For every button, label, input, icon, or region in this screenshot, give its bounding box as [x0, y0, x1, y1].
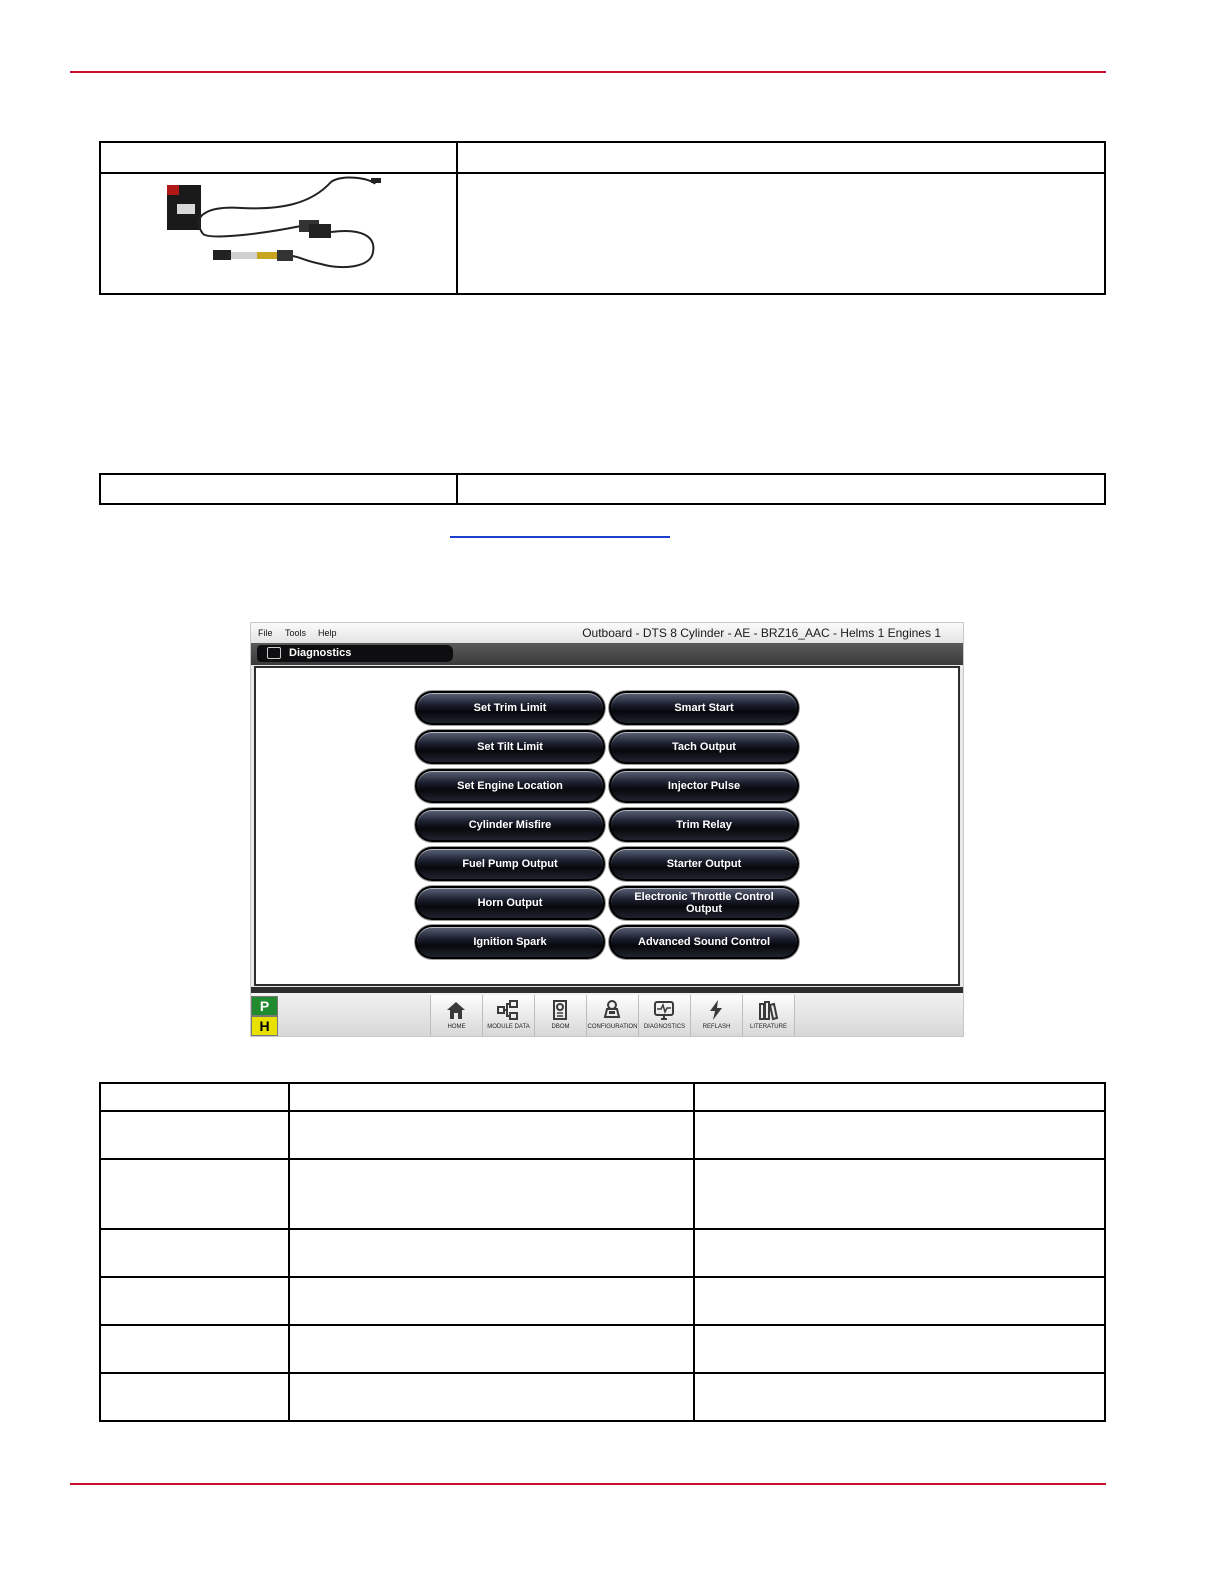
- table-row: [100, 1111, 1105, 1159]
- function-table: [99, 1082, 1106, 1422]
- table-row: [100, 1325, 1105, 1373]
- table-row: [100, 1159, 1105, 1229]
- hyperlink-underline[interactable]: [450, 536, 670, 538]
- menu-help[interactable]: Help: [318, 628, 337, 638]
- bottom-toolbar: [251, 993, 963, 1037]
- trim-relay-button[interactable]: Trim Relay: [609, 808, 799, 842]
- starter-output-button[interactable]: Starter Output: [609, 847, 799, 881]
- nav-home-label: HOME: [447, 1024, 466, 1030]
- nav-reflash[interactable]: [690, 995, 742, 1036]
- literature-icon: [757, 999, 779, 1021]
- nav-module-data-label: MODULE DATA: [487, 1024, 530, 1030]
- set-engine-location-button[interactable]: Set Engine Location: [415, 769, 605, 803]
- tab-diagnostics[interactable]: [257, 645, 453, 662]
- nav-reflash-label: REFLASH: [702, 1024, 731, 1030]
- tool-image-cell: [100, 173, 457, 294]
- function-header-3: [694, 1083, 1105, 1111]
- tool-description-cell: [457, 173, 1105, 294]
- function-header-1: [100, 1083, 289, 1111]
- nav-dbom[interactable]: [534, 995, 586, 1036]
- diagnostic-cable-kit-image: [101, 174, 456, 288]
- diagnostics-icon: [653, 999, 675, 1021]
- diagnostics-tab-icon: [267, 647, 281, 659]
- fuel-pump-output-button[interactable]: Fuel Pump Output: [415, 847, 605, 881]
- reference-cell-1: [100, 474, 457, 504]
- tab-diagnostics-label: Diagnostics: [289, 647, 352, 659]
- ignition-spark-button[interactable]: Ignition Spark: [415, 925, 605, 959]
- smart-start-button[interactable]: Smart Start: [609, 691, 799, 725]
- home-icon: [445, 999, 467, 1021]
- reference-table: [99, 473, 1106, 505]
- indicator-h: H: [251, 1016, 278, 1036]
- menu-bar: [251, 623, 963, 643]
- reflash-icon: [705, 999, 727, 1021]
- dbom-icon: [549, 999, 571, 1021]
- menu-tools[interactable]: Tools: [285, 628, 307, 638]
- horn-output-button[interactable]: Horn Output: [415, 886, 605, 920]
- table-row: [100, 1373, 1105, 1421]
- injector-pulse-button[interactable]: Injector Pulse: [609, 769, 799, 803]
- nav-literature[interactable]: [742, 995, 795, 1036]
- electronic-throttle-control-output-button[interactable]: Electronic Throttle Control Output: [609, 886, 799, 920]
- nav-configuration-label: CONFIGURATION: [587, 1024, 638, 1030]
- cylinder-misfire-button[interactable]: Cylinder Misfire: [415, 808, 605, 842]
- bottom-rule: [70, 1483, 1106, 1485]
- tool-header-cell-2: [457, 142, 1105, 173]
- function-header-2: [289, 1083, 694, 1111]
- nav-configuration[interactable]: [586, 995, 638, 1036]
- diagnostics-panel: [254, 666, 960, 986]
- tab-bar: [251, 643, 963, 665]
- set-tilt-limit-button[interactable]: Set Tilt Limit: [415, 730, 605, 764]
- window-title: Outboard - DTS 8 Cylinder - AE - BRZ16_AAC - Helms 1 Engines 1: [582, 626, 941, 640]
- advanced-sound-control-button[interactable]: Advanced Sound Control: [609, 925, 799, 959]
- configuration-icon: [601, 999, 623, 1021]
- table-row: [100, 1277, 1105, 1325]
- reference-cell-2: [457, 474, 1105, 504]
- nav-home[interactable]: [430, 995, 482, 1036]
- nav-diagnostics[interactable]: [638, 995, 690, 1036]
- tool-table: [99, 141, 1106, 295]
- menu-file[interactable]: File: [258, 628, 273, 638]
- nav-dbom-label: DBOM: [551, 1024, 570, 1030]
- module-data-icon: [497, 999, 519, 1021]
- tach-output-button[interactable]: Tach Output: [609, 730, 799, 764]
- tool-header-cell-1: [100, 142, 457, 173]
- set-trim-limit-button[interactable]: Set Trim Limit: [415, 691, 605, 725]
- nav-diagnostics-label: DIAGNOSTICS: [643, 1024, 686, 1030]
- nav-module-data[interactable]: [482, 995, 534, 1036]
- nav-literature-label: LITERATURE: [750, 1024, 787, 1030]
- table-row: [100, 1229, 1105, 1277]
- diagnostics-screenshot: [250, 622, 964, 1037]
- indicator-p: P: [251, 996, 278, 1016]
- top-rule: [70, 71, 1106, 73]
